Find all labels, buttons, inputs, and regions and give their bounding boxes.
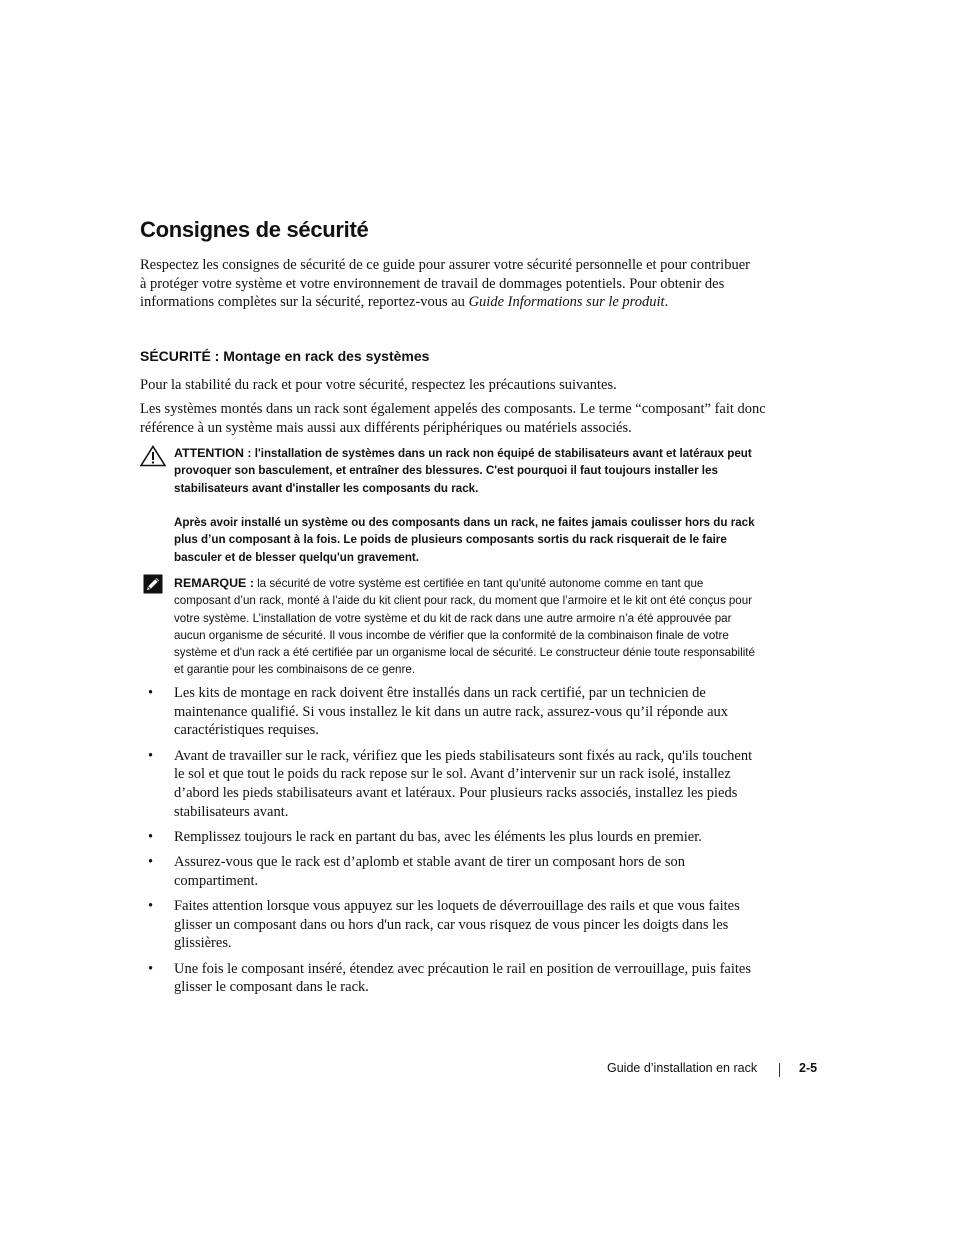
list-item (140, 897, 760, 953)
note-label: REMARQUE : (174, 576, 254, 590)
intro-end: . (664, 294, 669, 311)
bullet-marker: • (148, 685, 154, 701)
paragraph-stability: Pour la stabilité du rack et pour votre sécurité, respectez les précautions suivantes. (140, 377, 617, 393)
caution-label: ATTENTION : (174, 446, 252, 460)
bullet-marker: • (148, 960, 154, 977)
list-item (140, 960, 760, 997)
section-heading: SÉCURITÉ : Montage en rack des systèmes (140, 348, 430, 364)
list-item (140, 828, 760, 847)
list-item-text: Assurez-vous que le rack est d’aplomb et stable avant de tirer un composant hors de son compartiment. (174, 854, 685, 889)
list-item-text: Les kits de montage en rack doivent être installés dans un rack certifié, par un technicien de maintenance qualifié. Si vous installez le kit dans un autre rack, assurez-vous qu’il réponde aux caractéristiques requises. (174, 685, 729, 739)
caution-text (174, 445, 759, 497)
precautions-list (140, 684, 760, 1004)
bullet-marker: • (148, 898, 154, 915)
caution-body: l'installation de systèmes dans un rack non équipé de stabilisateurs avant et latéraux peut provoquer son basculement, et entraîner des blessures. C'est pourquoi il faut toujours installer les stabilisateurs avant d'installer les composants du rack. (174, 447, 752, 495)
footer-divider (779, 1063, 780, 1077)
list-item-text: Avant de travailler sur le rack, vérifiez que les pieds stabilisateurs sont fixés au rack, qu'ils touchent le sol et que tout le poids du rack repose sur le sol. Avant d’intervenir sur un rack isolé, installez d’abord les pieds stabilisateurs avant et latéraux. Pour plusieurs racks associés, installez les pieds stabilisateurs avant. (174, 747, 753, 820)
footer-guide-name: Guide d’installation en rack (607, 1061, 758, 1075)
paragraph-components: Les systèmes montés dans un rack sont également appelés des composants. Le terme “composant” fait donc référence à un système mais aussi aux différents périphériques ou matériels associés. (140, 401, 766, 436)
note-pencil-icon (143, 574, 163, 594)
page-title: Consignes de sécurité (140, 217, 369, 242)
list-item-text: Faites attention lorsque vous appuyez sur les loquets de déverrouillage des rails et que vous faites glisser un composant dans ou hors d'un rack, car vous risquez de vous pincer les doigts dans les glissières. (174, 898, 740, 952)
list-item-text: Remplissez toujours le rack en partant du bas, avec les éléments les plus lourds en premier. (174, 828, 702, 845)
caution-text-2: Après avoir installé un système ou des composants dans un rack, ne faites jamais coulisser hors du rack plus d’un composant à la fois. Le poids de plusieurs composants sortis du rack risquerait de le faire basculer et de blesser quelqu'un gravement. (174, 516, 755, 564)
page-number: 2-5 (799, 1061, 818, 1075)
intro-paragraph (140, 256, 760, 312)
note-body: la sécurité de votre système est certifiée en tant qu'unité autonome comme en tant que composant d’un rack, monté à l’aide du kit client pour rack, du moment que l’armoire et le kit ont été conçus pour votre système. L’installation de votre système et du kit de rack dans une autre armoire n’a été approuvée par aucun organisme de sécurité. Il vous incombe de vérifier que la conformité de la combinaison finale de votre système et d'un rack a été certifiée par un organisme local de sécurité. Le constructeur dénie toute responsabilité et garantie pour les combinaisons de ce genre. (174, 577, 755, 677)
bullet-marker: • (148, 747, 154, 764)
intro-text: Respectez les consignes de sécurité de ce guide pour assurer votre sécurité personnelle et pour contribuer à protéger votre système et votre environnement de travail de dommages potentiels. Pour obtenir des informations complètes sur la sécurité, reportez-vous au (140, 257, 750, 311)
list-item (140, 684, 760, 740)
note-text (174, 575, 759, 679)
bullet-marker: • (148, 828, 154, 845)
list-item-text: Une fois le composant inséré, étendez avec précaution le rail en position de verrouillage, puis faites glisser le composant dans le rack. (174, 960, 751, 996)
list-item (140, 747, 760, 822)
intro-guide-reference: Guide Informations sur le produit (468, 294, 665, 311)
list-item (140, 853, 760, 890)
bullet-marker: • (148, 854, 154, 871)
warning-triangle-icon (140, 445, 166, 467)
